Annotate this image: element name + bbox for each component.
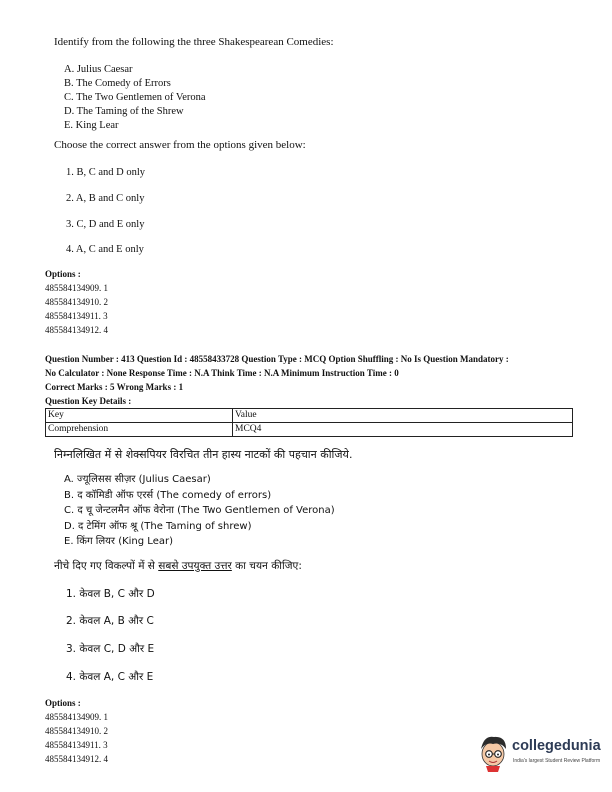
brand-tagline: India's largest Student Review Platform bbox=[513, 758, 601, 764]
table-cell-key: Comprehension bbox=[46, 423, 233, 437]
meta-line: No Calculator : None Response Time : N.A Think Time : N.A Minimum Instruction Time : 0 bbox=[45, 368, 399, 378]
answer-choice: 1. केवल B, C और D bbox=[66, 588, 155, 600]
option-id: 485584134909. 1 bbox=[45, 712, 108, 722]
statement-item: A. Julius Caesar bbox=[64, 64, 133, 75]
statement-item: A. ज्यूलिसस सीज़र (Julius Caesar) bbox=[64, 474, 211, 485]
statement-item: E. किंग लियर (King Lear) bbox=[64, 536, 173, 547]
answer-choice: 4. A, C and E only bbox=[66, 244, 144, 255]
options-label: Options : bbox=[45, 269, 81, 279]
instruction-text: नीचे दिए गए विकल्पों में से bbox=[54, 560, 159, 572]
key-details-heading: Question Key Details : bbox=[45, 396, 132, 406]
option-id: 485584134910. 2 bbox=[45, 726, 108, 736]
statement-item: D. द टेमिंग ऑफ श्रू (The Taming of shrew) bbox=[64, 520, 252, 532]
option-id: 485584134912. 4 bbox=[45, 754, 108, 764]
option-id: 485584134911. 3 bbox=[45, 311, 108, 321]
statement-item: E. King Lear bbox=[64, 120, 119, 131]
question-meta bbox=[45, 352, 509, 408]
statement-item: B. The Comedy of Errors bbox=[64, 78, 171, 89]
statement-item: C. The Two Gentlemen of Verona bbox=[64, 92, 206, 103]
table-header-row bbox=[46, 409, 573, 423]
option-id: 485584134911. 3 bbox=[45, 740, 108, 750]
table-header-key: Key bbox=[46, 409, 233, 423]
brand-name: collegedunia bbox=[512, 738, 601, 754]
question-prompt-hindi: निम्नलिखित में से शेक्सपियर विरचित तीन हास्य नाटकों की पहचान कीजिये. bbox=[54, 448, 353, 461]
question-prompt: Identify from the following the three Shakespearean Comedies: bbox=[54, 36, 334, 48]
option-id-list bbox=[45, 281, 108, 337]
question-key-table bbox=[45, 408, 573, 437]
answer-choice: 4. केवल A, C और E bbox=[66, 671, 154, 683]
instruction-text: का चयन कीजिए: bbox=[231, 560, 302, 572]
option-id: 485584134909. 1 bbox=[45, 283, 108, 293]
statement-list-hindi bbox=[64, 472, 335, 550]
answer-choice: 2. केवल A, B और C bbox=[66, 615, 154, 627]
marks-line: Correct Marks : 5 Wrong Marks : 1 bbox=[45, 382, 184, 392]
choose-instruction: Choose the correct answer from the options given below: bbox=[54, 139, 306, 151]
meta-line: Question Number : 413 Question Id : 48558433728 Question Type : MCQ Option Shuffling : No Is Question Mandatory : bbox=[45, 354, 509, 364]
choose-instruction-hindi bbox=[54, 559, 302, 573]
answer-choice: 1. B, C and D only bbox=[66, 167, 146, 178]
option-id-list bbox=[45, 710, 108, 766]
options-label: Options : bbox=[45, 698, 81, 708]
option-id: 485584134910. 2 bbox=[45, 297, 108, 307]
statement-item: D. The Taming of the Shrew bbox=[64, 106, 184, 117]
statement-item: C. द चू जेन्टलमैन ऑफ वेरोना (The Two Gentlemen of Verona) bbox=[64, 505, 335, 516]
table-header-value: Value bbox=[233, 409, 573, 423]
instruction-underlined: सबसे उपयुक्त उत्तर bbox=[158, 560, 232, 572]
answer-choice: 2. A, B and C only bbox=[66, 193, 145, 204]
table-cell-value: MCQ4 bbox=[233, 423, 573, 437]
table-row bbox=[46, 423, 573, 437]
answer-choice: 3. केवल C, D और E bbox=[66, 643, 155, 655]
option-id: 485584134912. 4 bbox=[45, 325, 108, 335]
statement-item: B. द कॉमिडी ऑफ एरर्स (The comedy of errors) bbox=[64, 489, 272, 501]
statement-list bbox=[64, 63, 206, 133]
answer-choice: 3. C, D and E only bbox=[66, 219, 145, 230]
